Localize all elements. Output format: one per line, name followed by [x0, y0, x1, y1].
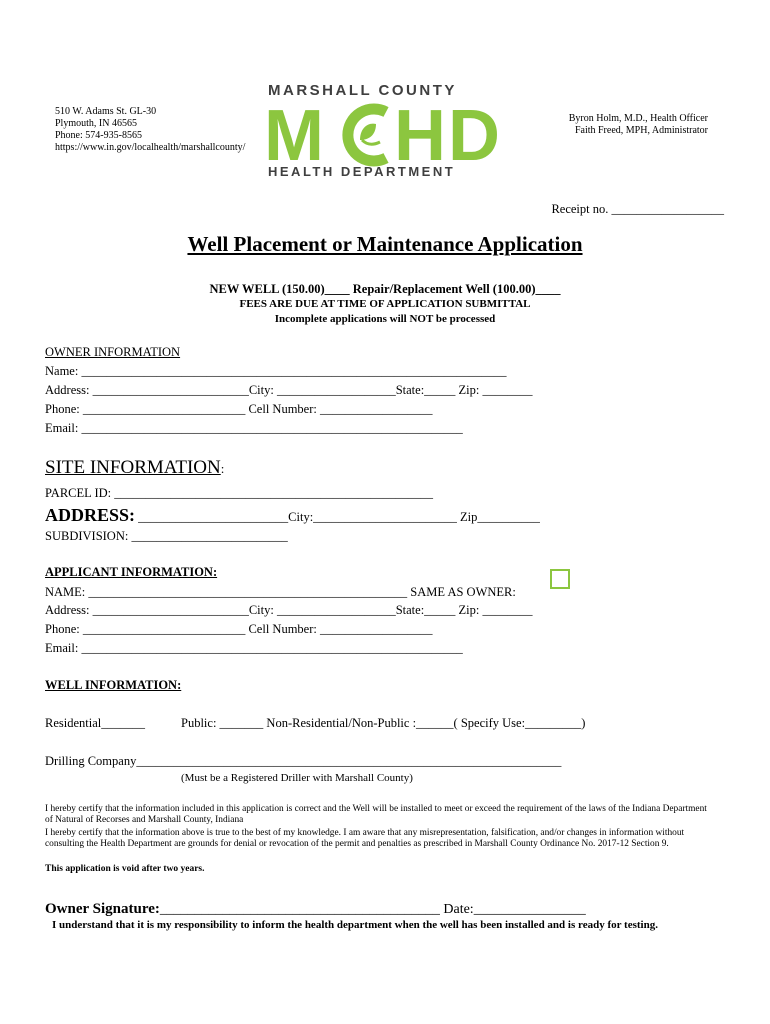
logo-letter-d: D	[448, 100, 500, 168]
certification-2: I hereby certify that the information above is true to the best of my knowledge. I am aware that any misrepresentation, falsification, and/or changes in information without consulting the Health Department are grounds for denial or revocation of the permit and penalties as prescribed in Marshall County Ordinance No. 2017-12 Section 9.	[45, 828, 685, 850]
applicant-email-field[interactable]: Email: _____________________________________________________________	[45, 641, 463, 655]
logo-top-text: MARSHALL COUNTY	[268, 82, 457, 99]
owner-heading: OWNER INFORMATION	[45, 345, 181, 359]
site-address-blanks[interactable]: ________________________City:_______________________ Zip__________	[135, 510, 540, 524]
applicant-address-field[interactable]: Address: _________________________City: ___________________State:_____ Zip: ________	[45, 603, 533, 617]
page-title: Well Placement or Maintenance Application	[187, 232, 583, 256]
logo-letters	[262, 100, 510, 168]
applicant-phone-field[interactable]: Phone: __________________________ Cell Number: __________________	[45, 622, 433, 636]
address-line-3: Phone: 574-935-8565	[55, 130, 142, 141]
public-field[interactable]: Public: _______ Non-Residential/Non-Public :______( Specify Use:_________)	[181, 716, 586, 730]
logo-bottom-text: HEALTH DEPARTMENT	[268, 164, 456, 179]
void-notice: This application is void after two years.	[45, 864, 205, 874]
site-heading	[45, 457, 224, 479]
owner-signature-label: Owner Signature:	[45, 901, 160, 917]
signature-date-line[interactable]: ________________________________________ Date:________________	[159, 902, 586, 917]
well-heading: WELL INFORMATION:	[45, 678, 182, 692]
owner-signature-field[interactable]	[45, 900, 586, 918]
address-line-2: Plymouth, IN 46565	[55, 118, 137, 129]
driller-note: (Must be a Registered Driller with Marshall County)	[181, 772, 413, 784]
owner-email-field[interactable]: Email: _____________________________________________________________	[45, 421, 463, 435]
applicant-heading: APPLICANT INFORMATION:	[45, 565, 218, 579]
logo-letter-h: H	[394, 100, 446, 168]
owner-phone-field[interactable]: Phone: __________________________ Cell Number: __________________	[45, 402, 433, 416]
site-heading-text: SITE INFORMATION	[45, 457, 221, 478]
official-1: Byron Holm, M.D., Health Officer	[568, 113, 708, 124]
site-heading-colon: :	[220, 461, 225, 476]
incomplete-notice: Incomplete applications will NOT be processed	[274, 313, 496, 325]
residential-field[interactable]: Residential_______	[45, 716, 145, 730]
parcel-id-field[interactable]: PARCEL ID: ___________________________________________________	[45, 486, 433, 500]
subdivision-field[interactable]: SUBDIVISION: _________________________	[45, 529, 288, 543]
receipt-number[interactable]: Receipt no. __________________	[551, 202, 724, 216]
site-address-field[interactable]	[45, 505, 540, 526]
site-address-label: ADDRESS:	[45, 505, 136, 525]
same-as-owner-checkbox[interactable]	[550, 569, 570, 589]
official-2: Faith Freed, MPH, Administrator	[574, 125, 708, 136]
mchd-logo	[262, 82, 510, 182]
address-line-1: 510 W. Adams St. GL-30	[55, 106, 157, 117]
address-line-4: https://www.in.gov/localhealth/marshallcounty/	[55, 142, 246, 153]
fee-line[interactable]: NEW WELL (150.00)____ Repair/Replacement Well (100.00)____	[209, 282, 561, 296]
owner-address-field[interactable]: Address: _________________________City: ___________________State:_____ Zip: ________	[45, 383, 533, 397]
responsibility-notice: I understand that it is my responsibility to inform the health department when the well has been installed and is ready for testing.	[52, 919, 658, 931]
logo-letter-m: M	[264, 100, 324, 168]
certification-1: I hereby certify that the information included in this application is correct and the Well will be installed to meet or exceed the requirement of the laws of the Indiana Department of Natural of Recorses and Marshall County, Indiana	[45, 804, 707, 826]
logo-leaf-icon	[348, 109, 386, 161]
fees-due-notice: FEES ARE DUE AT TIME OF APPLICATION SUBMITTAL	[239, 298, 531, 310]
owner-name-field[interactable]: Name: ____________________________________________________________________	[45, 364, 507, 378]
applicant-name-field[interactable]: NAME: ___________________________________________________ SAME AS OWNER:	[45, 585, 516, 599]
drilling-company-field[interactable]: Drilling Company____________________________________________________________________	[45, 754, 562, 768]
